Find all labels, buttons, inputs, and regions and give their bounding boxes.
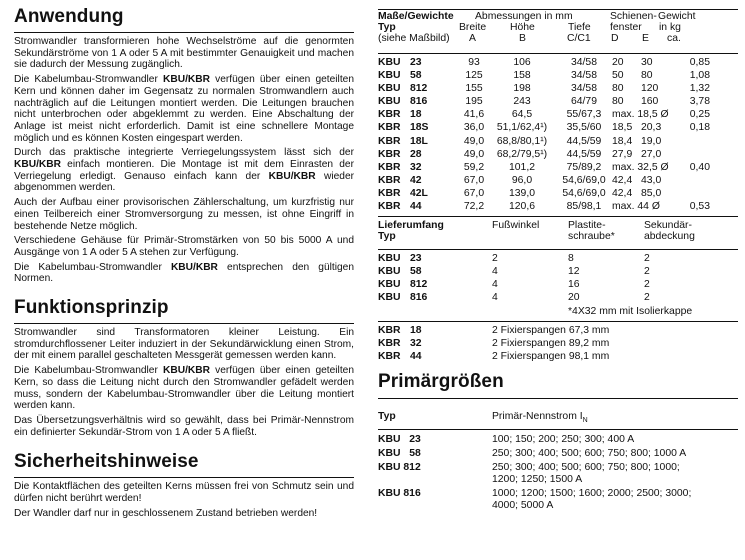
- divider: [14, 323, 354, 324]
- cell-nr: 816: [410, 96, 428, 108]
- cell-hoehe: 139,0: [508, 187, 535, 199]
- header-fenster: fenster: [610, 22, 642, 33]
- cell-hoehe: 106: [513, 57, 531, 68]
- cell-d: 42,4: [612, 174, 633, 186]
- cell-e: 43,0: [641, 174, 662, 186]
- cell-nennstrom: 100; 150; 200; 250; 300; 400 A: [492, 433, 635, 445]
- cell-abdeckung: 2: [644, 279, 650, 291]
- cell-breite: 93: [468, 57, 480, 68]
- cell-breite: 195: [465, 96, 483, 108]
- cell-d: 18,4: [612, 135, 633, 147]
- cell-kg: 1,08: [689, 70, 710, 82]
- header-typ: Typ: [378, 22, 396, 33]
- cell-tiefe: 54,6/69,0: [562, 174, 606, 186]
- header-breite: Breite: [459, 22, 487, 33]
- footnote-row: [378, 306, 738, 320]
- cell-nennstrom: 4000; 5000 A: [492, 499, 554, 511]
- cell-breite: 125: [465, 70, 483, 82]
- cell-nr: 18S: [410, 122, 429, 134]
- cell-tiefe: 34/58: [570, 83, 597, 95]
- table-row: [378, 253, 738, 266]
- cell-e: 19,0: [641, 135, 662, 147]
- masse-table-body: [378, 57, 738, 214]
- header-schienen: Schienen-: [610, 11, 657, 22]
- table-row: [378, 292, 738, 305]
- cell-kg: 0,25: [689, 109, 710, 121]
- lieferumfang-header: [378, 217, 738, 245]
- table-row: [378, 351, 738, 364]
- header-plastite: Plastite-: [568, 220, 606, 232]
- header-gewicht: Gewicht: [658, 11, 696, 22]
- cell-typ: KBR: [378, 161, 401, 173]
- cell-breite: 49,0: [463, 148, 485, 160]
- header-in-kg: in kg: [659, 22, 681, 33]
- header-d: D: [611, 33, 619, 44]
- cell-typ: KBU: [378, 266, 401, 278]
- cell-d: 42,4: [612, 187, 633, 199]
- table-row: [378, 96, 738, 109]
- cell-hoehe: 96,0: [511, 174, 533, 186]
- cell-e: 120: [641, 83, 659, 95]
- cell-typ: KBU: [378, 83, 401, 95]
- table-row: [378, 149, 738, 162]
- cell-nr: 44: [410, 201, 422, 213]
- cell-kg: 3,78: [689, 96, 710, 108]
- cell-abdeckung: 2: [644, 253, 650, 265]
- table-row: [378, 57, 738, 70]
- header-ca: ca.: [667, 33, 681, 44]
- cell-plastite: 12: [568, 266, 580, 278]
- cell-nr: 58: [410, 70, 422, 82]
- paragraph: Durch das praktische integrierte Verriegelungssystem lässt sich der KBU/KBR einfach montieren. Die Montage ist mit dem Einrasten der Verriegelung erledigt. Genauso einfach kann der KBU/KBR wieder abgenommen werden.: [14, 147, 354, 194]
- cell-nr: 812: [410, 83, 428, 95]
- cell-tiefe: 35,5/60: [566, 122, 602, 134]
- cell-typ: KBU: [378, 253, 401, 265]
- cell-typ: KBR: [378, 337, 401, 349]
- cell-kg: 0,53: [689, 201, 710, 213]
- header-fusswinkel: Fußwinkel: [492, 220, 540, 232]
- cell-typ: KBR: [378, 187, 401, 199]
- cell-d: max. 44 Ø: [612, 201, 660, 213]
- cell-d: 80: [612, 96, 624, 108]
- header-schraube: schraube*: [568, 231, 615, 243]
- cell-typ: KBR: [378, 350, 401, 362]
- header-siehe-massbild: (siehe Maßbild): [378, 33, 450, 44]
- cell-breite: 155: [465, 83, 483, 95]
- cell-typ: KBR: [378, 109, 401, 121]
- cell-nr: 42L: [410, 187, 428, 199]
- cell-nr: 28: [410, 148, 422, 160]
- cell-e: 160: [641, 96, 659, 108]
- cell-hoehe: 120,6: [508, 201, 535, 213]
- table-row: [378, 83, 738, 96]
- left-column: [14, 0, 354, 523]
- cell-tiefe: 85/98,1: [566, 201, 602, 213]
- cell-d: 20: [612, 57, 624, 68]
- cell-fusswinkel: 2: [492, 253, 498, 265]
- table-row: [378, 136, 738, 149]
- header-primaer-nennstrom: Primär-Nennstrom $I_N$: [492, 410, 588, 424]
- cell-nr: 32: [410, 161, 422, 173]
- paragraph: Das Übersetzungsverhältnis wird so gewählt, dass bei Primär-Nennstrom ein definierter Sekundär-Strom von 1 A oder 5 A fließt.: [14, 414, 354, 438]
- cell-breite: 67,0: [463, 187, 485, 199]
- cell-kg: 0,40: [689, 161, 710, 173]
- cell-nennstrom: 250; 300; 400; 500; 600; 750; 800; 1000 A: [492, 447, 687, 459]
- header-sekundaer: Sekundär-: [644, 220, 692, 232]
- paragraph: Auch der Aufbau einer provisorischen Zählerschaltung, um kurzfristig nur einen Teilbereich einer Stromversorgung zu messen, ist ohne Eingriff in bestehende Netze möglich.: [14, 197, 354, 232]
- cell-typ: KBU: [378, 279, 401, 291]
- cell-e: 27,0: [641, 148, 662, 160]
- cell-e: 85,0: [641, 187, 662, 199]
- table-row: [378, 188, 738, 201]
- cell-d: max. 18,5 Ø: [612, 109, 669, 121]
- table-row: [378, 201, 738, 214]
- table-row: [378, 175, 738, 188]
- cell-tiefe: 54,6/69,0: [562, 187, 606, 199]
- section-title-sicherheitshinweise: Sicherheitshinweise: [14, 451, 199, 473]
- header-b: B: [519, 33, 526, 44]
- table-row: [378, 266, 738, 279]
- cell-plastite: 20: [568, 292, 580, 304]
- paragraph: Stromwandler transformieren hohe Wechselströme auf die genormten Sekundärströme von 1 A oder 5 A mit bestimmter Genauigkeit und machen sie dadurch der Messung zugänglich.: [14, 36, 354, 71]
- cell-kg: 0,85: [689, 57, 710, 68]
- cell-typ: KBU: [378, 70, 401, 82]
- cell-nr: 23: [410, 253, 422, 265]
- divider: [378, 429, 738, 430]
- cell-hoehe: 64,5: [511, 109, 533, 121]
- table-row: KBU 58 250; 300; 400; 500; 600; 750; 800; 1000 A: [378, 448, 738, 460]
- cell-abdeckung: 2: [644, 266, 650, 278]
- cell-kg: 1,32: [689, 83, 710, 95]
- section-title-funktionsprinzip: Funktionsprinzip: [14, 297, 169, 319]
- section-title-primaergroessen: Primärgrößen: [378, 370, 504, 392]
- divider: [14, 32, 354, 33]
- cell-nr: 23: [410, 57, 422, 68]
- cell-typ: KBU: [378, 96, 401, 108]
- table-row: [378, 109, 738, 122]
- cell-d: 50: [612, 70, 624, 82]
- table-row: [378, 325, 738, 338]
- divider: [378, 249, 738, 250]
- cell-typ: KBR: [378, 148, 401, 160]
- header-lieferumfang: Lieferumfang: [378, 220, 444, 232]
- cell-breite: 41,6: [463, 109, 485, 121]
- cell-kg: 0,18: [689, 122, 710, 134]
- cell-fusswinkel: 4: [492, 279, 498, 291]
- header-a: A: [469, 33, 476, 44]
- cell-nr: 32: [410, 337, 422, 349]
- cell-typ: KBR: [378, 122, 401, 134]
- cell-nr: 18L: [410, 135, 428, 147]
- lieferumfang-body: [378, 253, 738, 319]
- cell-hoehe: 68,8/80,1¹): [496, 135, 548, 147]
- cell-fixierspangen: 2 Fixierspangen 89,2 mm: [492, 337, 610, 349]
- cell-nennstrom: 250; 300; 400; 500; 600; 750; 800; 1000;: [492, 461, 680, 473]
- cell-typ: KBU: [378, 292, 401, 304]
- cell-e: 30: [641, 57, 653, 68]
- cell-nr: 18: [410, 109, 422, 121]
- masse-table-header: [378, 10, 738, 45]
- lieferumfang-kbr-body: [378, 325, 738, 364]
- primaer-header: [378, 399, 738, 425]
- table-row: [378, 162, 738, 175]
- cell-fusswinkel: 4: [492, 266, 498, 278]
- cell-nennstrom: 1200; 1250; 1500 A: [492, 473, 583, 485]
- cell-nr: 58: [410, 266, 422, 278]
- cell-hoehe: 158: [513, 70, 531, 82]
- cell-fixierspangen: 2 Fixierspangen 67,3 mm: [492, 324, 610, 336]
- divider: [378, 321, 738, 322]
- cell-typ: KBR: [378, 324, 401, 336]
- table-row: [378, 279, 738, 292]
- paragraph: Stromwandler sind Transformatoren kleiner Leistung. Ein stromdurchflossener Leiter induziert in der Sekundärwicklung einen Strom, der mit einem parallel geschalteten Messgerät gemessen werden kann.: [14, 327, 354, 362]
- table-row: KBU 816 1000; 1200; 1500; 1600; 2000; 2500; 3000; 4000; 5000 A: [378, 488, 738, 512]
- cell-e: 80: [641, 70, 653, 82]
- cell-plastite: 8: [568, 253, 574, 265]
- cell-breite: 49,0: [463, 135, 485, 147]
- table-row: KBU 812 250; 300; 400; 500; 600; 750; 800; 1000; 1200; 1250; 1500 A: [378, 462, 738, 486]
- cell-tiefe: 64/79: [570, 96, 597, 108]
- cell-hoehe: 243: [513, 96, 531, 108]
- cell-nr: 816: [410, 292, 428, 304]
- cell-hoehe: 51,1/62,4¹): [496, 122, 548, 134]
- table-row: [378, 338, 738, 351]
- footnote-isolierkappe: *4X32 mm mit Isolierkappe: [568, 305, 693, 317]
- cell-typ: KBU: [378, 57, 401, 68]
- cell-d: 27,9: [612, 148, 633, 160]
- header-masse-gewichte: Maße/Gewichte: [378, 11, 454, 22]
- cell-hoehe: 101,2: [508, 161, 535, 173]
- cell-plastite: 16: [568, 279, 580, 291]
- paragraph: Die Kabelumbau-Stromwandler KBU/KBR verfügen über einen geteilten Kern und können daher im Gegensatz zu normalen Stromwandlern auch nachträglich auf die Leitungen montiert werden. Die Leitungen brauchen nicht unterbrochen oder abgeklemmt zu werden. Eine Abschaltung der Anlage ist meist nicht erforderlich. Damit ist eine schnellere Montage möglich und es können Kosten eingespart werden.: [14, 74, 354, 144]
- cell-hoehe: 198: [513, 83, 531, 95]
- cell-typ: KBR: [378, 174, 401, 186]
- paragraph: Der Wandler darf nur in geschlossenem Zustand betrieben werden!: [14, 507, 318, 519]
- cell-abdeckung: 2: [644, 292, 650, 304]
- cell-d: max. 32,5 Ø: [612, 161, 669, 173]
- cell-nr: 18: [410, 324, 422, 336]
- cell-nr: 44: [410, 350, 422, 362]
- cell-hoehe: 68,2/79,5¹): [496, 148, 548, 160]
- paragraph: Die Kabelumbau-Stromwandler KBU/KBR entsprechen den gültigen Normen.: [14, 261, 354, 285]
- cell-e: 20,3: [641, 122, 662, 134]
- header-hoehe: Höhe: [510, 22, 535, 33]
- cell-typ: KBR: [378, 201, 401, 213]
- header-abmessungen: Abmessungen in mm: [475, 11, 573, 22]
- divider: [14, 477, 354, 478]
- cell-nennstrom: 1000; 1200; 1500; 1600; 2000; 2500; 3000;: [492, 487, 692, 499]
- table-row: KBU 23 100; 150; 200; 250; 300; 400 A: [378, 434, 738, 446]
- cell-d: 80: [612, 83, 624, 95]
- cell-breite: 59,2: [463, 161, 485, 173]
- header-abdeckung: abdeckung: [644, 231, 695, 243]
- cell-fixierspangen: 2 Fixierspangen 98,1 mm: [492, 350, 610, 362]
- table-row: [378, 70, 738, 83]
- right-column: [378, 0, 738, 512]
- cell-tiefe: 44,5/59: [566, 148, 602, 160]
- paragraph: Die Kabelumbau-Stromwandler KBU/KBR verfügen über einen geteilten Kern, so dass die Leitung nicht durch den Stromwandler gefädelt werden muss, sondern der Kabelumbau-Stromwandler über die Leitung montiert werden kann.: [14, 365, 354, 412]
- header-tiefe: Tiefe: [568, 22, 591, 33]
- header-typ: Typ: [378, 231, 396, 243]
- cell-nr: 812: [410, 279, 428, 291]
- table-row: [378, 122, 738, 135]
- cell-d: 18,5: [612, 122, 633, 134]
- paragraph: Die Kontaktflächen des geteilten Kerns müssen frei von Schmutz sein und dürfen nicht berührt werden!: [14, 481, 354, 505]
- cell-typ: KBR: [378, 135, 401, 147]
- paragraph: Verschiedene Gehäuse für Primär-Stromstärken von 50 bis 5000 A und Ausgänge von 1 A oder 5 A stehen zur Verfügung.: [14, 235, 354, 258]
- cell-breite: 36,0: [463, 122, 485, 134]
- divider: [378, 53, 738, 54]
- header-e: E: [642, 33, 649, 44]
- cell-breite: 67,0: [463, 174, 485, 186]
- section-title-anwendung: Anwendung: [14, 6, 124, 27]
- cell-fusswinkel: 4: [492, 292, 498, 304]
- cell-tiefe: 34/58: [570, 57, 597, 68]
- cell-tiefe: 44,5/59: [566, 135, 602, 147]
- cell-breite: 72,2: [463, 201, 485, 213]
- header-typ: Typ: [378, 410, 396, 422]
- cell-tiefe: 75/89,2: [566, 161, 602, 173]
- header-c: C/C1: [567, 33, 591, 44]
- cell-nr: 42: [410, 174, 422, 186]
- cell-tiefe: 55/67,3: [566, 109, 602, 121]
- cell-tiefe: 34/58: [570, 70, 597, 82]
